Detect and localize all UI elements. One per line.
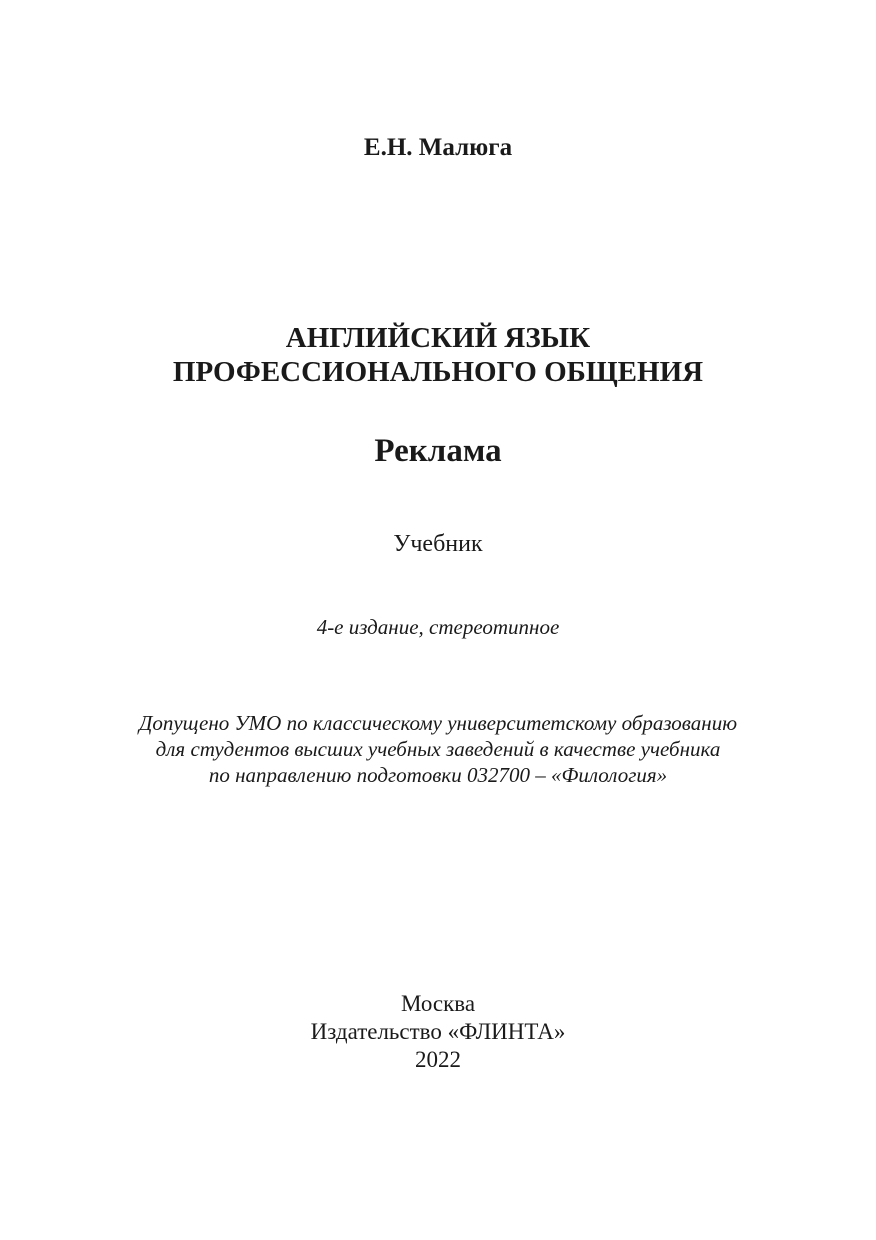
author-name: Е.Н. Малюга [363,134,513,161]
imprint-city: Москва [400,991,476,1016]
imprint-publisher: Издательство «ФЛИНТА» [310,1019,566,1044]
approval-line-1: Допущено УМО по классическому университетскому образованию [139,711,737,735]
edition-note: 4-е издание, стереотипное [316,615,560,639]
approval-line-3: по направлению подготовки 032700 – «Филология» [208,763,668,787]
book-title-line-1: АНГЛИЙСКИЙ ЯЗЫК [285,322,591,354]
approval-line-2: для студентов высших учебных заведений в качестве учебника [155,737,721,761]
document-type: Учебник [393,531,483,557]
book-subtitle: Реклама [374,433,502,469]
book-title [0,321,876,389]
imprint [0,990,876,1074]
approval-statement [0,710,876,788]
imprint-year: 2022 [415,1047,461,1072]
book-title-line-2: ПРОФЕССИОНАЛЬНОГО ОБЩЕНИЯ [172,356,704,388]
